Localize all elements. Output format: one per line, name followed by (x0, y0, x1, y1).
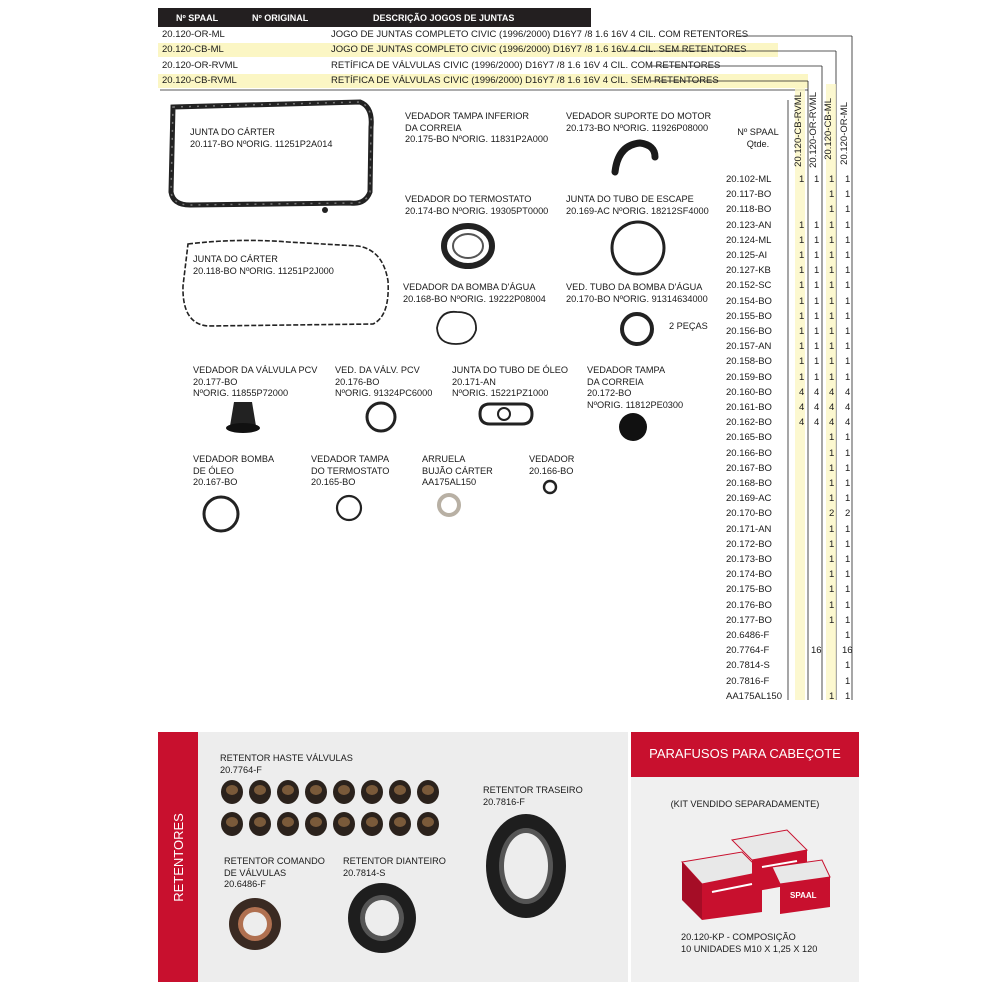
row-qty: 1 (845, 341, 851, 353)
row-qty: 4 (814, 417, 820, 429)
row-qty: 2 (829, 508, 835, 520)
table-row (724, 659, 854, 674)
kit-code: 20.120-CB-RVML (162, 75, 237, 86)
row-code: 20.156-BO (726, 326, 772, 337)
row-qty: 1 (829, 447, 835, 459)
row-qty: 1 (829, 295, 835, 307)
row-code: 20.162-BO (726, 417, 772, 429)
table-row (724, 386, 854, 401)
valve-stem-seal (305, 812, 327, 836)
head-bolt-kit-boxes-image (672, 822, 834, 922)
valve-stem-seal (417, 812, 439, 836)
row-qty: 1 (845, 599, 851, 611)
row-code: 20.124-ML (726, 234, 772, 246)
row-qty: 4 (799, 417, 805, 429)
table-row (724, 355, 854, 370)
valve-stem-seal (277, 812, 299, 836)
table-row (724, 203, 854, 218)
kit-desc: JOGO DE JUNTAS COMPLETO CIVIC (1996/2000) D16Y7 /8 1.6 16V 4 CIL. SEM RETENTORES (331, 44, 747, 55)
row-qty: 1 (829, 690, 835, 702)
row-qty: 1 (845, 630, 851, 641)
table-row (724, 462, 854, 477)
thermostat-cover-seal-image (333, 494, 367, 524)
part-label: VEDADOR BOMBA DE ÓLEO 20.167-BO (193, 454, 275, 487)
row-code: 20.159-BO (726, 371, 772, 383)
oil-pipe-gasket-image (476, 400, 536, 430)
table-row (724, 523, 854, 538)
row-code: 20.127-KB (726, 265, 771, 277)
kit-desc: JOGO DE JUNTAS COMPLETO CIVIC (1996/2000) D16Y7 /8 1.6 16V 4 CIL. COM RETENTORES (331, 29, 749, 40)
row-qty: 1 (799, 371, 805, 383)
row-qty: 1 (829, 341, 835, 353)
camshaft-seal-image (225, 894, 285, 954)
row-qty: 1 (829, 204, 835, 216)
drain-plug-washer-image (435, 492, 465, 520)
row-qty: 1 (799, 310, 805, 322)
row-code: 20.160-BO (726, 386, 772, 398)
box-brand-text: SPAAL (790, 891, 817, 900)
row-code: 20.7816-F (726, 675, 770, 687)
row-qty: 1 (829, 432, 835, 444)
part-label: VEDADOR TAMPA INFERIOR DA CORREIA 20.175-BO NºORIG. 11831P2A000 (405, 111, 549, 144)
row-qty: 1 (845, 432, 851, 444)
row-qty: 16 (811, 645, 822, 657)
valve-stem-seal (221, 812, 243, 836)
table-row (724, 431, 854, 446)
table-row (724, 492, 854, 507)
table-row (724, 249, 854, 264)
row-qty: 1 (845, 538, 851, 550)
table-row (724, 401, 854, 416)
table-col-header: 20.120-OR-ML (839, 102, 850, 165)
header-spaal: Nº SPAAL (176, 13, 219, 23)
row-qty: 1 (814, 356, 820, 368)
thermostat-seal-image (440, 222, 500, 272)
table-row (724, 690, 854, 705)
part-label: VEDADOR 20.166-BO (529, 454, 575, 476)
row-qty: 1 (845, 462, 851, 474)
row-qty: 4 (799, 402, 805, 413)
pcv-valve-seal-image (224, 396, 264, 436)
row-qty: 1 (845, 204, 851, 216)
part-label: VEDADOR TAMPA DO TERMOSTATO 20.165-BO (311, 454, 390, 487)
valve-stem-seal (361, 812, 383, 836)
row-qty: 1 (829, 462, 835, 474)
front-crank-seal-image (344, 880, 420, 956)
row-qty: 1 (799, 219, 805, 231)
part-label: JUNTA DO TUBO DE ESCAPE 20.169-AC NºORIG. 18212SF4000 (566, 194, 709, 216)
row-qty: 1 (845, 234, 851, 246)
row-qty: 1 (799, 295, 805, 307)
row-qty: 1 (829, 310, 835, 322)
table-row (724, 644, 854, 659)
row-qty: 1 (799, 265, 805, 277)
row-code: 20.7764-F (726, 645, 770, 657)
row-code: 20.170-BO (726, 508, 772, 520)
row-qty: 1 (814, 265, 820, 277)
table-row (724, 325, 854, 340)
row-qty: 1 (799, 280, 805, 292)
table-row (724, 599, 854, 614)
row-code: 20.158-BO (726, 356, 772, 368)
table-row (724, 173, 854, 188)
table-row (724, 477, 854, 492)
parafusos-note: (KIT VENDIDO SEPARADAMENTE) (670, 799, 820, 809)
part-label: VEDADOR DO TERMOSTATO 20.174-BO NºORIG. 19305PT0000 (405, 194, 549, 216)
valve-stem-seal (333, 780, 355, 804)
row-qty: 4 (829, 402, 835, 413)
row-code: 20.117-BO (726, 189, 772, 201)
engine-mount-seal-image (610, 137, 660, 177)
row-qty: 1 (829, 569, 835, 581)
table-row (724, 264, 854, 279)
row-code: 20.102-ML (726, 174, 772, 185)
row-qty: 1 (845, 326, 851, 337)
row-code: 20.7814-S (726, 660, 770, 672)
row-code: 20.169-AC (726, 493, 772, 505)
row-qty: 1 (829, 174, 835, 185)
row-qty: 1 (845, 280, 851, 292)
rear-crank-seal-image (484, 812, 570, 922)
row-qty: 16 (842, 645, 853, 657)
row-qty: 1 (845, 356, 851, 368)
row-qty: 1 (845, 675, 851, 687)
header-original: Nº ORIGINAL (252, 13, 309, 23)
kit-desc: RETÍFICA DE VÁLVULAS CIVIC (1996/2000) D16Y7 /8 1.6 16V 4 CIL. COM RETENTORES (331, 60, 721, 71)
part-label: JUNTA DO TUBO DE ÓLEO 20.171-AN NºORIG. 15221PZ1000 (452, 365, 569, 398)
kit-code: 20.120-OR-ML (162, 29, 225, 40)
seal-166-image (540, 478, 560, 498)
row-code: 20.172-BO (726, 538, 772, 550)
row-qty: 1 (829, 538, 835, 550)
kit-code: 20.120-CB-ML (162, 44, 224, 55)
row-qty: 1 (814, 326, 820, 337)
table-row (724, 583, 854, 598)
table-col-header: 20.120-OR-RVML (808, 92, 819, 168)
table-row (724, 629, 854, 644)
water-pump-seal-image (432, 308, 482, 348)
valve-stem-seal (333, 812, 355, 836)
row-qty: 1 (845, 174, 851, 185)
table-row (724, 340, 854, 355)
row-qty: 1 (829, 371, 835, 383)
retentor-label: RETENTOR TRASEIRO 20.7816-F (483, 785, 583, 807)
kit-code: 20.120-OR-RVML (162, 60, 238, 71)
belt-cover-seal-image (616, 410, 652, 446)
row-code: 20.177-BO (726, 614, 772, 626)
row-code: 20.171-AN (726, 523, 772, 535)
row-qty: 1 (845, 371, 851, 383)
row-code: 20.157-AN (726, 341, 772, 353)
oil-pump-seal-image (201, 494, 243, 536)
table-row (724, 447, 854, 462)
row-qty: 1 (845, 265, 851, 277)
row-code: 20.118-BO (726, 204, 772, 216)
part-label: ARRUELA BUJÃO CÁRTER AA175AL150 (422, 454, 493, 487)
row-qty: 1 (829, 265, 835, 277)
parafusos-caption: 20.120-KP - COMPOSIÇÃO 10 UNIDADES M10 X 1,25 X 120 (681, 932, 818, 954)
table-row (724, 234, 854, 249)
part-label: JUNTA DO CÁRTER 20.117-BO NºORIG. 11251P2A014 (190, 127, 333, 149)
valve-stem-seal (277, 780, 299, 804)
part-label: VED. TUBO DA BOMBA D'ÁGUA 20.170-BO NºORIG. 91314634000 (566, 282, 708, 304)
valve-stem-seal (221, 780, 243, 804)
row-qty: 4 (829, 386, 835, 398)
row-qty: 4 (814, 402, 820, 413)
table-row (724, 507, 854, 522)
valve-stem-seal (389, 780, 411, 804)
row-qty: 4 (845, 402, 851, 413)
table-row (724, 538, 854, 553)
valve-stem-seal (389, 812, 411, 836)
table-row (724, 219, 854, 234)
row-code: 20.125-AI (726, 250, 768, 261)
row-qty: 1 (814, 341, 820, 353)
row-qty: 1 (829, 614, 835, 626)
part-label: VEDADOR DA VÁLVULA PCV 20.177-BO NºORIG. 11855P72000 (193, 365, 318, 398)
row-qty: 1 (814, 219, 820, 231)
row-qty: 1 (799, 326, 805, 337)
row-qty: 1 (829, 280, 835, 292)
row-qty: 1 (829, 478, 835, 489)
table-row (724, 675, 854, 690)
row-qty: 1 (829, 234, 835, 246)
row-code: 20.165-BO (726, 432, 772, 444)
row-code: 20.155-BO (726, 310, 772, 322)
row-qty: 1 (829, 599, 835, 611)
table-head-spaal: Nº SPAAL Qtde. (737, 127, 779, 149)
row-qty: 4 (814, 386, 820, 398)
part-label: VEDADOR DA BOMBA D'ÁGUA 20.168-BO NºORIG. 19222P08004 (403, 282, 546, 304)
row-qty: 1 (845, 310, 851, 322)
row-qty: 2 (845, 508, 851, 520)
row-qty: 1 (845, 189, 851, 201)
water-pump-pipe-seal-image (618, 312, 658, 348)
parafusos-title: PARAFUSOS PARA CABEÇOTE (649, 746, 841, 761)
retentor-label: RETENTOR HASTE VÁLVULAS 20.7764-F (220, 753, 353, 775)
valve-stem-seal (249, 780, 271, 804)
row-qty: 1 (829, 326, 835, 337)
exhaust-gasket-image (608, 220, 668, 278)
part-label: JUNTA DO CÁRTER 20.118-BO NºORIG. 11251P2J000 (193, 254, 334, 276)
row-code: 20.175-BO (726, 584, 772, 596)
row-qty: 4 (799, 386, 805, 398)
row-qty: 1 (845, 584, 851, 596)
row-qty: 1 (845, 690, 851, 702)
table-row (724, 371, 854, 386)
row-qty: 1 (814, 280, 820, 292)
row-code: 20.6486-F (726, 630, 770, 641)
row-qty: 1 (845, 295, 851, 307)
row-qty: 1 (814, 250, 820, 261)
row-qty: 1 (814, 174, 820, 185)
valve-stem-seal (361, 780, 383, 804)
row-qty: 1 (845, 493, 851, 505)
row-qty: 1 (829, 523, 835, 535)
row-code: 20.173-BO (726, 554, 772, 565)
row-qty: 1 (799, 341, 805, 353)
part-label: VEDADOR TAMPA DA CORREIA 20.172-BO NºORIG. 11812PE0300 (587, 365, 684, 410)
row-qty: 1 (829, 250, 835, 261)
row-code: 20.176-BO (726, 599, 772, 611)
part-label: 2 PEÇAS (669, 321, 708, 331)
row-qty: 1 (829, 493, 835, 505)
row-qty: 4 (845, 417, 851, 429)
oil-pan-gasket-117-image (165, 97, 380, 215)
row-qty: 1 (814, 234, 820, 246)
row-qty: 1 (829, 189, 835, 201)
row-qty: 1 (845, 447, 851, 459)
part-label: VEDADOR SUPORTE DO MOTOR 20.173-BO NºORIG. 11926P08000 (566, 111, 712, 133)
row-qty: 1 (845, 478, 851, 489)
row-code: 20.166-BO (726, 447, 772, 459)
table-row (724, 553, 854, 568)
valve-stem-seal (249, 812, 271, 836)
row-qty: 1 (845, 554, 851, 565)
pcv-valve-seal-2-image (364, 400, 400, 436)
row-code: 20.174-BO (726, 569, 772, 581)
table-col-header: 20.120-CB-ML (823, 98, 834, 160)
row-qty: 1 (814, 295, 820, 307)
row-qty: 1 (829, 219, 835, 231)
row-qty: 1 (845, 219, 851, 231)
table-row (724, 416, 854, 431)
row-code: 20.123-AN (726, 219, 772, 231)
row-qty: 1 (845, 614, 851, 626)
row-qty: 1 (845, 523, 851, 535)
row-qty: 1 (799, 234, 805, 246)
row-qty: 1 (845, 250, 851, 261)
row-qty: 4 (845, 386, 851, 398)
table-row (724, 295, 854, 310)
table-row (724, 568, 854, 583)
row-qty: 1 (799, 356, 805, 368)
row-qty: 1 (829, 356, 835, 368)
oil-pan-gasket-118-image (178, 236, 398, 332)
row-code: 20.154-BO (726, 295, 772, 307)
row-qty: 1 (829, 584, 835, 596)
row-qty: 4 (829, 417, 835, 429)
row-code: 20.161-BO (726, 402, 772, 413)
table-row (724, 310, 854, 325)
row-qty: 1 (845, 660, 851, 672)
table-row (724, 188, 854, 203)
row-qty: 1 (814, 371, 820, 383)
row-code: AA175AL150 (726, 690, 782, 702)
table-row (724, 614, 854, 629)
valve-stem-seal (305, 780, 327, 804)
kit-desc: RETÍFICA DE VÁLVULAS CIVIC (1996/2000) D16Y7 /8 1.6 16V 4 CIL. SEM RETENTORES (331, 75, 719, 86)
row-qty: 1 (845, 569, 851, 581)
valve-stem-seals-image (218, 778, 448, 840)
row-code: 20.167-BO (726, 462, 772, 474)
table-col-header: 20.120-CB-RVML (793, 92, 804, 167)
table-row (724, 279, 854, 294)
retentor-label: RETENTOR COMANDO DE VÁLVULAS 20.6486-F (224, 856, 325, 889)
row-code: 20.152-SC (726, 280, 772, 292)
header-description: DESCRIÇÃO JOGOS DE JUNTAS (373, 13, 515, 23)
valve-stem-seal (417, 780, 439, 804)
row-qty: 1 (799, 250, 805, 261)
row-code: 20.168-BO (726, 478, 772, 489)
retentores-title: RETENTORES (170, 812, 186, 902)
row-qty: 1 (814, 310, 820, 322)
row-qty: 1 (829, 554, 835, 565)
row-qty: 1 (799, 174, 805, 185)
retentor-label: RETENTOR DIANTEIRO 20.7814-S (343, 856, 446, 878)
part-label: VED. DA VÁLV. PCV 20.176-BO NºORIG. 91324PC6000 (335, 365, 433, 398)
